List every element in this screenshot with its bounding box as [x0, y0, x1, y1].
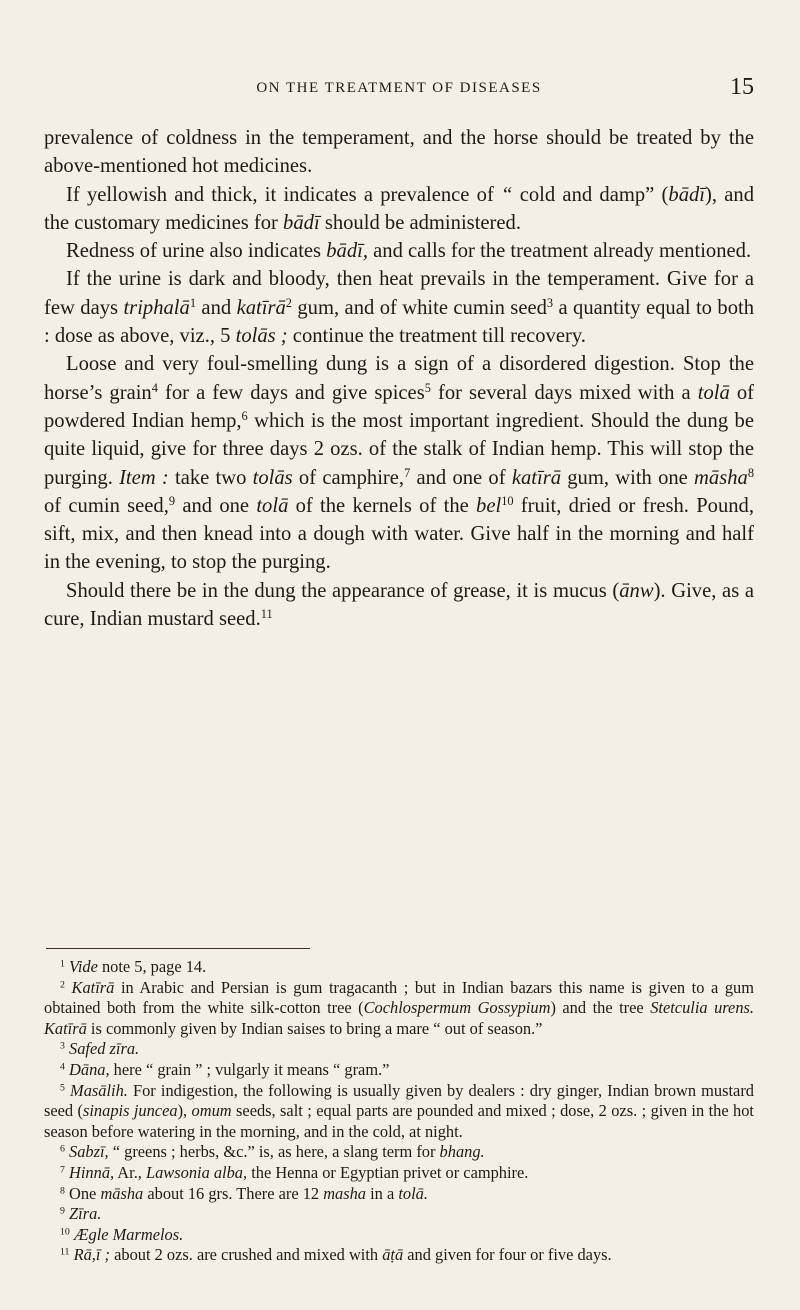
footnote: $^2$ Katīrā in Arabic and Persian is gum tragacanth ; but in Indian bazars this name is given to a gum obtained both from the white silk-cotton tree (Cochlospermum Gossypium) and the tree Stetculia urens. Katīrā is commonly given by Indian saises to bring a mare “ out of season.” — [44, 977, 754, 1038]
paragraph: If the urine is dark and bloody, then heat prevails in the temperament. Give for a few days triphalā$^1$ and katīrā$^2$ gum, and of white cumin seed$^3$ a quantity equal to both : dose as above, viz., 5 tolās ; continue the treatment till recovery. — [44, 268, 755, 348]
running-head: ON THE TREATMENT OF DISEASES — [256, 80, 542, 96]
footnote: $^7$ Hinnā, Ar., Lawsonia alba, the Henna or Egyptian privet or camphire. — [60, 1162, 529, 1182]
footnote: $^1$ Vide note 5, page 14. — [60, 957, 207, 976]
page-number: 15 — [730, 74, 754, 100]
body-text — [44, 124, 754, 633]
footnote-rule — [46, 948, 310, 949]
paragraph: Redness of urine also indicates bādī, and calls for the treatment already mentioned. — [66, 240, 752, 263]
paragraph: Loose and very foul-smelling dung is a sign of a disordered digestion. Stop the horse’s grain$^4$ for a few days and give spices$^5$ for several days mixed with a tolā of powdered Indian hemp,$^6$ which is the most important ingredient. Should the dung be quite liquid, give for three days 2 ozs. of the stalk of Indian hemp. This will stop the purging. Item : take two tolās of camphire,$^7$ and one of katīrā gum, with one māsha$^8$ of cumin seed,$^9$ and one tolā of the kernels of the bel$^{10}$ fruit, dried or fresh. Pound, sift, mix, and then knead into a dough with water. Give half in the morning and half in the evening, to stop the purging. — [44, 353, 755, 574]
footnote: $^6$ Sabzī, “ greens ; herbs, &c.” is, as here, a slang term for bhang. — [60, 1142, 485, 1162]
footnote: $^{11}$ Rā,ī ; about 2 ozs. are crushed and mixed with āṭā and given for four or five days. — [60, 1245, 612, 1265]
footnote: $^4$ Dāna, here “ grain ” ; vulgarly it means “ gram.” — [60, 1059, 390, 1079]
page-header — [44, 76, 754, 112]
footnote: $^8$ One māsha about 16 grs. There are 12 masha in a tolā. — [60, 1183, 428, 1203]
footnotes — [44, 957, 754, 1266]
footnote: $^{10}$ Ægle Marmelos. — [60, 1224, 184, 1244]
paragraph: Should there be in the dung the appearance of grease, it is mucus (ānw). Give, as a cure, Indian mustard seed.$^{11}$ — [44, 579, 754, 631]
footnote: $^5$ Masālih. For indigestion, the following is usually given by dealers : dry ginger, Indian brown mustard seed (sinapis juncea), omum seeds, salt ; equal parts are pounded and mixed ; dose, 2 ozs. ; given in the hot season before watering in the morning, and in the cold, at night. — [44, 1080, 754, 1141]
paragraph: If yellowish and thick, it indicates a prevalence of “ cold and damp” (bādī), and the customary medicines for bādī should be administered. — [44, 183, 754, 234]
footnote: $^3$ Safed zīra. — [60, 1039, 140, 1059]
paragraph: prevalence of coldness in the temperament, and the horse should be treated by the above-mentioned hot medicines. — [44, 127, 754, 178]
footnote: $^9$ Zīra. — [60, 1204, 102, 1224]
